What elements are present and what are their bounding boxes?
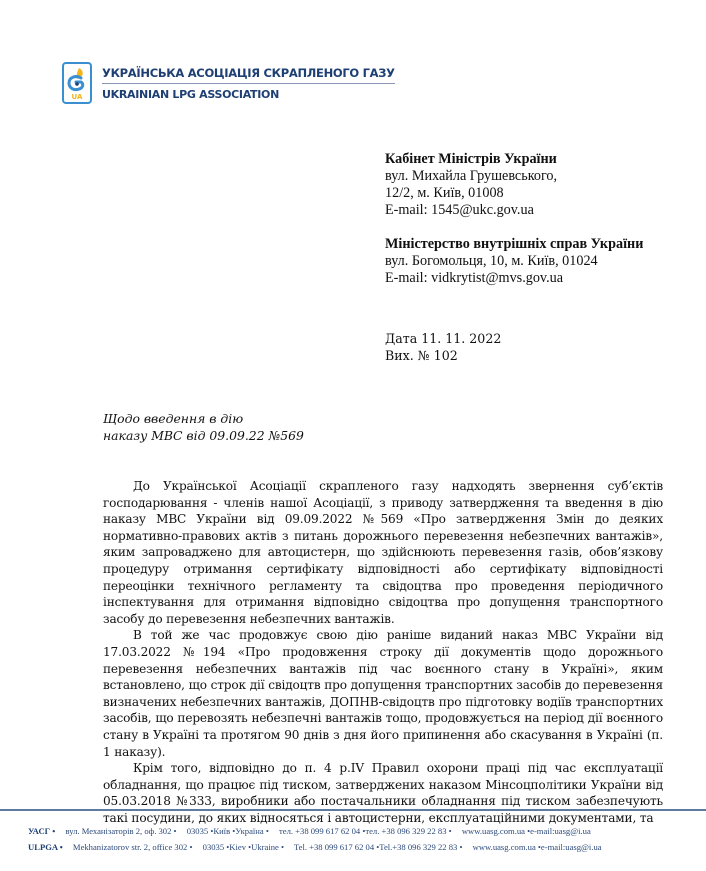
letter-body <box>103 478 663 826</box>
org-names <box>102 66 395 101</box>
recipient-ministry-internal-affairs <box>385 236 643 287</box>
footer-web-email: www.uasg.com.ua •e-mail:uasg@i.ua <box>472 842 602 852</box>
gas-flame-ua-logo-icon <box>62 62 92 104</box>
recipients <box>385 151 643 304</box>
footer-line-ua <box>28 823 610 839</box>
recipient-email: E-mail: vidkrytist@mvs.gov.ua <box>385 270 564 286</box>
body-paragraph: До Української Асоціації скрапленого газу надходять звернення суб’єктів господарювання - членів нашої Асоціації, з приводу затвердження та введення в дію наказу МВС України від 09.09.2022 №569 «Про затвердження Змін до деяких нормативно-правових актів з питань дорожнього перевезення небезпечних вантажів», яким запроваджено для автоцистерн, що здійснюють перевезення газів, обов’язкову процедуру отримання сертифікату відповідності або сертифікату відповідності переоцінки технічного регламенту та свідоцтва про проведення періодичного інспектування для отримання відповідно свідоцтва про допущення транспортного засобу до перевезення небезпечних вантажів. <box>103 479 663 626</box>
footer-divider <box>0 809 706 811</box>
outgoing-number: Вих. № 102 <box>385 348 458 363</box>
recipient-cabinet-of-ministers <box>385 151 643 219</box>
body-paragraph: Крім того, відповідно до п. 4 р.IV Правил охорони праці під час експлуатації обладнання, що працює під тиском, затверджених наказом Мінсоцполітики України від 05.03.2018 №333, виробники або постачальники обладнання під тиском забезпечують такі посудини, до яких відносяться і автоцистерни, експлуатаційними документами, та <box>103 761 663 825</box>
subject-line: Щодо введення в дію <box>103 411 244 426</box>
org-name-ua: УКРАЇНСЬКА АСОЦІАЦІЯ СКРАПЛЕНОГО ГАЗУ <box>102 66 395 84</box>
footer-phones: Tel. +38 099 617 62 04 •Tel.+38 096 329 22 83 • <box>293 842 463 852</box>
footer-city: 03035 •Київ •Україна • <box>186 826 269 836</box>
footer-phones: тел. +38 099 617 62 04 •тел. +38 096 329 22 83 • <box>279 826 452 836</box>
letterhead <box>62 62 395 104</box>
recipient-name: Кабінет Міністрів України <box>385 151 557 167</box>
footer-city: 03035 •Kiev •Ukraine • <box>202 842 284 852</box>
recipient-email: E-mail: 1545@ukc.gov.ua <box>385 202 534 218</box>
letter-meta <box>385 330 501 364</box>
letter-date: Дата 11. 11. 2022 <box>385 331 502 346</box>
footer-org: УАСГ • <box>28 826 56 836</box>
logo-graphic <box>64 64 90 102</box>
footer-address: вул. Механізаторів 2, оф. 302 • <box>65 826 177 836</box>
footer-web-email: www.uasg.com.ua •e-mail:uasg@i.ua <box>461 826 591 836</box>
recipient-name: Міністерство внутрішніх справ України <box>385 236 644 252</box>
recipient-address-line: вул. Михайла Грушевського, <box>385 168 558 184</box>
letter-subject <box>103 410 304 444</box>
footer-org: ULPGA • <box>28 842 63 852</box>
body-paragraph: В той же час продовжує свою дію раніше виданий наказ МВС України від 17.03.2022 №194 «Про продовження строку дії документів щодо дорожнього перевезення небезпечних вантажів під час воєнного стану в Україні», яким встановлено, що строк дії свідоцтв про допущення транспортних засобів до перевезення визначених небезпечних вантажів, ДОПНВ-свідоцтв про підготовку водіїв транспортних засобів, що перевозять небезпечні вантажів тощо, продовжується на період дії воєнного стану в Україні та протягом 90 днів з дня його припинення або скасування в Україні (п. 1 наказу). <box>103 628 663 759</box>
org-name-en: UKRAINIAN LPG ASSOCIATION <box>102 87 280 101</box>
drop-shape <box>75 82 79 86</box>
footer-line-en <box>28 839 610 855</box>
recipient-address-line: вул. Богомольця, 10, м. Київ, 01024 <box>385 253 598 269</box>
footer-address: Mekhanizatorov str. 2, office 302 • <box>72 842 193 852</box>
subject-line: наказу МВС від 09.09.22 №569 <box>103 428 304 443</box>
recipient-address-line: 12/2, м. Київ, 01008 <box>385 185 504 201</box>
logo-ua-text: UA <box>71 93 83 101</box>
footer <box>28 823 610 855</box>
